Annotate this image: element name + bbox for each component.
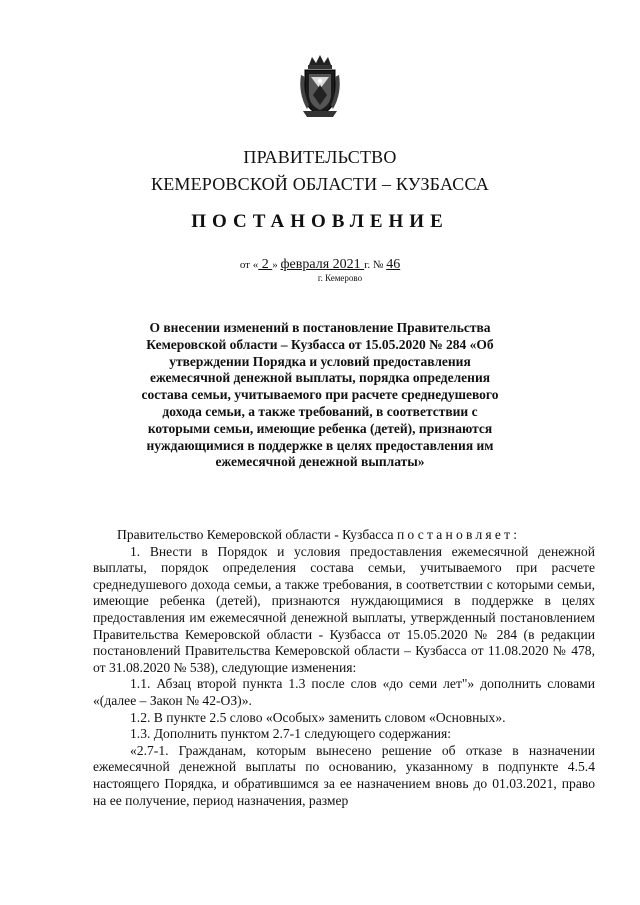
- date-day: 2: [258, 257, 273, 272]
- date-number-line: [0, 257, 640, 273]
- body-paragraph-intro: [93, 527, 595, 544]
- body-paragraph-1-2: 1.2. В пункте 2.5 слово «Особых» заменить словом «Основных».: [130, 709, 506, 725]
- intro-spaced-word: постановляет:: [396, 527, 521, 542]
- org-name-line1: ПРАВИТЕЛЬСТВО: [243, 147, 397, 167]
- org-name-line2: КЕМЕРОВСКОЙ ОБЛАСТИ – КУЗБАССА: [151, 174, 489, 194]
- intro-text: Правительство Кемеровской области - Кузбасса: [117, 527, 397, 542]
- document-body: [93, 527, 595, 809]
- coat-of-arms-icon: [297, 55, 343, 119]
- date-month-year: февраля 2021: [280, 257, 365, 272]
- body-paragraph-2-7-1: «2.7-1. Гражданам, которым вынесено решение об отказе в назначении ежемесячной денежной выплаты по основанию, указанному в подпункте 4.5.4 настоящего Порядка, и обратившимся за ее назначением вновь до 01.03.2021, право на ее получение, период назначения, размер: [93, 742, 595, 808]
- city-label: г. Кемерово: [317, 273, 363, 283]
- document-number: 46: [386, 257, 401, 272]
- document-title: О внесении изменений в постановление Правительства Кемеровской области – Кузбасса от 15.05.2020 № 284 «Об утверждении Порядка и условий предоставления ежемесячной денежной выплаты, порядка определения состава семьи, учитываемого при расчете среднедушевого дохода семьи, а также требований, в соответствии с которыми семьи, имеющие ребенка (детей), признаются нуждающимися в поддержке в целях предоставления им ежемесячной денежной выплаты»: [141, 320, 499, 470]
- body-paragraph-1-1: 1.1. Абзац второй пункта 1.3 после слов «до семи лет"» дополнить словами «(далее – Закон № 42-ОЗ)».: [93, 676, 595, 708]
- date-mid: »: [272, 259, 281, 271]
- body-paragraph-1: 1. Внести в Порядок и условия предоставления ежемесячной денежной выплаты, порядок определения состава семьи, учитываемого при расчете среднедушевого дохода семьи, а также требования, в соответствии с которыми семьи, имеющие ребенка (детей), признаются нуждающимися в поддержке в целях предоставления им ежемесячной денежной выплаты, утвержденный постановлением Правительства Кемеровской области - Кузбасса от 15.05.2020 № 284 (в редакции постановлений Правительства Кемеровской области – Кузбасса от 11.08.2020 № 478, от 31.08.2020 № 538), следующие изменения:: [93, 543, 595, 675]
- date-suffix: г. №: [364, 259, 387, 271]
- document-type-heading: ПОСТАНОВЛЕНИЕ: [191, 211, 449, 232]
- body-paragraph-1-3: 1.3. Дополнить пунктом 2.7-1 следующего содержания:: [130, 726, 452, 742]
- date-prefix: от «: [239, 259, 259, 271]
